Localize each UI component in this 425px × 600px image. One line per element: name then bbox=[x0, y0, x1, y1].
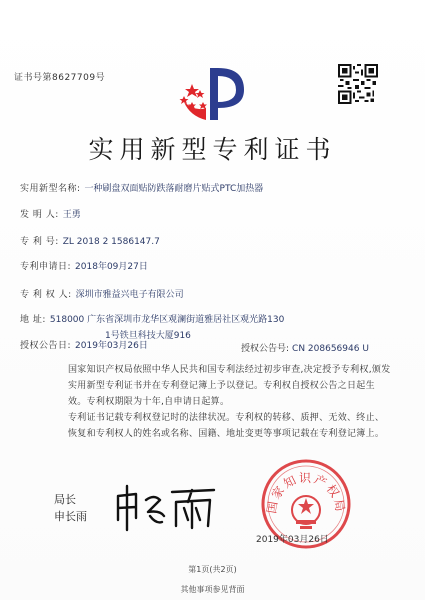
cnipa-logo-icon bbox=[170, 62, 252, 124]
field-label: 专 利 权 人: bbox=[20, 290, 72, 300]
seal-text: 国家知识产权局 bbox=[264, 471, 348, 515]
field-label: 实用新型名称: bbox=[20, 184, 81, 194]
patent-number: ZL 2018 2 1586147.7 bbox=[62, 237, 160, 247]
address-line-1: 518000 广东省深圳市龙华区观澜街道雅居社区观光路130 bbox=[49, 315, 285, 325]
field-label: 专 利 号: bbox=[20, 237, 59, 247]
grant-date-row bbox=[20, 341, 148, 352]
utility-model-name: 一种刷盘双面贴防跌落耐磨片贴式PTC加热器 bbox=[84, 184, 264, 194]
paragraph-text: 国家知识产权局依照中华人民共和国专利法经过初步审查,决定授予专利权,颁发实用新型专利证书并在专利登记簿上予以登记。专利权自授权公告之日起生效。专利权期限为十年,自申请日起算。 bbox=[68, 365, 391, 407]
patent-number-row bbox=[20, 237, 160, 248]
field-label: 授权公告日: bbox=[20, 341, 72, 351]
filing-date: 2018年09月27日 bbox=[75, 262, 148, 272]
certificate-title: 实用新型专利证书 bbox=[88, 135, 337, 164]
paragraph-text: 专利证书记载专利权登记时的法律状况。专利权的转移、质押、无效、终止、恢复和专利权人的姓名或名称、国籍、地址变更等事项记载在专利登记簿上。 bbox=[68, 413, 385, 439]
address-line-2: 1号铁旦科技大厦916 bbox=[105, 331, 191, 341]
field-label: 专利申请日: bbox=[20, 262, 72, 272]
patentee-name: 深圳市雅益兴电子有限公司 bbox=[75, 290, 184, 300]
inventor-row bbox=[20, 210, 81, 221]
address-row bbox=[20, 315, 284, 326]
grant-date: 2019年03月26日 bbox=[75, 341, 148, 351]
qr-code bbox=[338, 64, 378, 104]
seal-date: 2019年03月26日 bbox=[256, 535, 329, 545]
certificate-number: 证书号第8627709号 bbox=[14, 73, 106, 83]
utility-model-name-row bbox=[20, 184, 263, 195]
director-signature bbox=[110, 480, 220, 536]
patentee-row bbox=[20, 290, 184, 301]
field-label: 地 址: bbox=[20, 315, 46, 325]
director-title: 局长 bbox=[54, 493, 76, 506]
field-label: 发 明 人: bbox=[20, 210, 59, 220]
page-number: 第1页(共2页) bbox=[188, 565, 237, 574]
inventor-name: 王勇 bbox=[62, 210, 81, 220]
footer-note: 其他事项参见背面 bbox=[180, 585, 245, 594]
paragraph-grant-statement bbox=[52, 362, 392, 410]
filing-date-row bbox=[20, 262, 148, 273]
field-label: 授权公告号: bbox=[241, 344, 290, 354]
paragraph-legal-status bbox=[52, 410, 392, 442]
grant-number-row bbox=[241, 341, 369, 354]
grant-number: CN 208656946 U bbox=[292, 344, 369, 354]
director-name: 申长雨 bbox=[54, 510, 87, 523]
